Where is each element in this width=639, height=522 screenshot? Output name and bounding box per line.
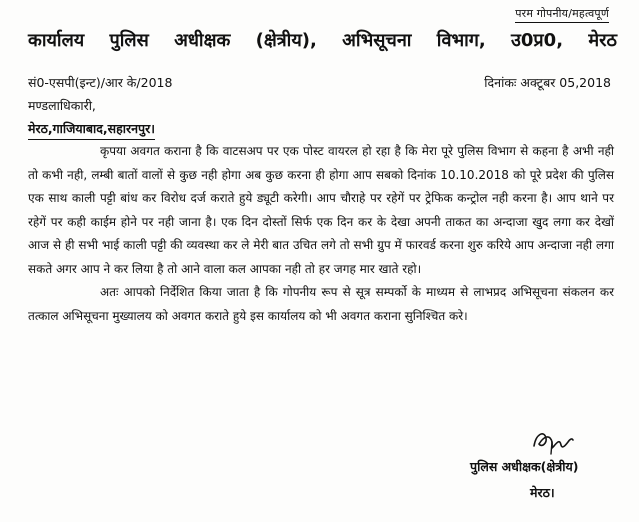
classification-label xyxy=(515,6,609,21)
header-superintendent: अधीक्षक xyxy=(174,30,231,51)
header-office: कार्यालय xyxy=(28,30,85,51)
header-department: विभाग, xyxy=(436,30,486,51)
letter-date: दिनांकः अक्टूबर 05,2018 xyxy=(484,75,611,90)
header-intelligence: अभिसूचना xyxy=(342,30,412,51)
body-paragraph-2: अतः आपको निर्देशित किया जाता है कि गोपनीय रूप से सूत्र सम्पर्को के माध्यम से लाभप्रद अभिसूचना संकलन कर तत्काल अभिसूचना मुख्यालय को अवगत कराते हुये इस कार्यालय को भी अवगत कराना सुनिश्चित करे। xyxy=(28,285,614,323)
handwritten-signature xyxy=(530,424,576,458)
reference-row xyxy=(28,74,611,94)
office-header xyxy=(28,28,617,52)
header-regional: (क्षेत्रीय), xyxy=(255,30,317,51)
signatory-designation: पुलिस अधीक्षक(क्षेत्रीय) xyxy=(470,459,579,474)
classification-text: परम गोपनीय/महत्वपूर्ण xyxy=(515,7,609,20)
header-police: पुलिस xyxy=(109,30,149,51)
classification-underline xyxy=(515,22,609,23)
recipient-places: मेरठ,गाजियाबाद,सहारनपुर। xyxy=(28,120,155,140)
reference-number: सं0-एसपी(इन्ट)/आर के/2018 xyxy=(28,75,173,90)
header-city: मेरठ xyxy=(588,30,617,51)
signatory-city: मेरठ। xyxy=(530,485,555,500)
body-paragraph-1: कृपया अवगत कराना है कि वाटसअप पर एक पोस्ट वायरल हो रहा है कि मेरा पूरे पुलिस विभाग से कहना है अभी नही तो कभी नही, लम्बी बातों वालों से कुछ नही होगा अब कुछ करना ही होगा आप सबको दिनांक 10.10.2018 को पूरे प्रदेश की पुलिस एक साथ काली पट्टी बांध कर विरोध दर्ज कराते हुये ड्यूटी करेगी। आप चौराहे पर रहेगें पर ट्रेफिक कन्ट्रोल नही करना है। आप थाने पर रहेगें पर कही काईम होने पर नही जाना है। एक दिन दोस्तों सिर्फ एक दिन कर के देखा अपनी ताकत का अन्दाजा खुद लगा कर देखों आज से ही सभी भाई काली पट्टी की व्यवस्था कर ले मेरी बात उचित लगे तो सभी ग्रुप में फारवर्ड करना शुरु करिये आप अन्दाजा नही लगा सकते अगर आप ने कर लिया है तो आने वाला कल आपका नही तो हर जगह मार खाते रहो। xyxy=(28,144,614,276)
letter-body xyxy=(28,140,614,328)
recipient: मण्डलाधिकारी, xyxy=(28,98,96,113)
header-state: उ0प्र0, xyxy=(511,30,564,51)
